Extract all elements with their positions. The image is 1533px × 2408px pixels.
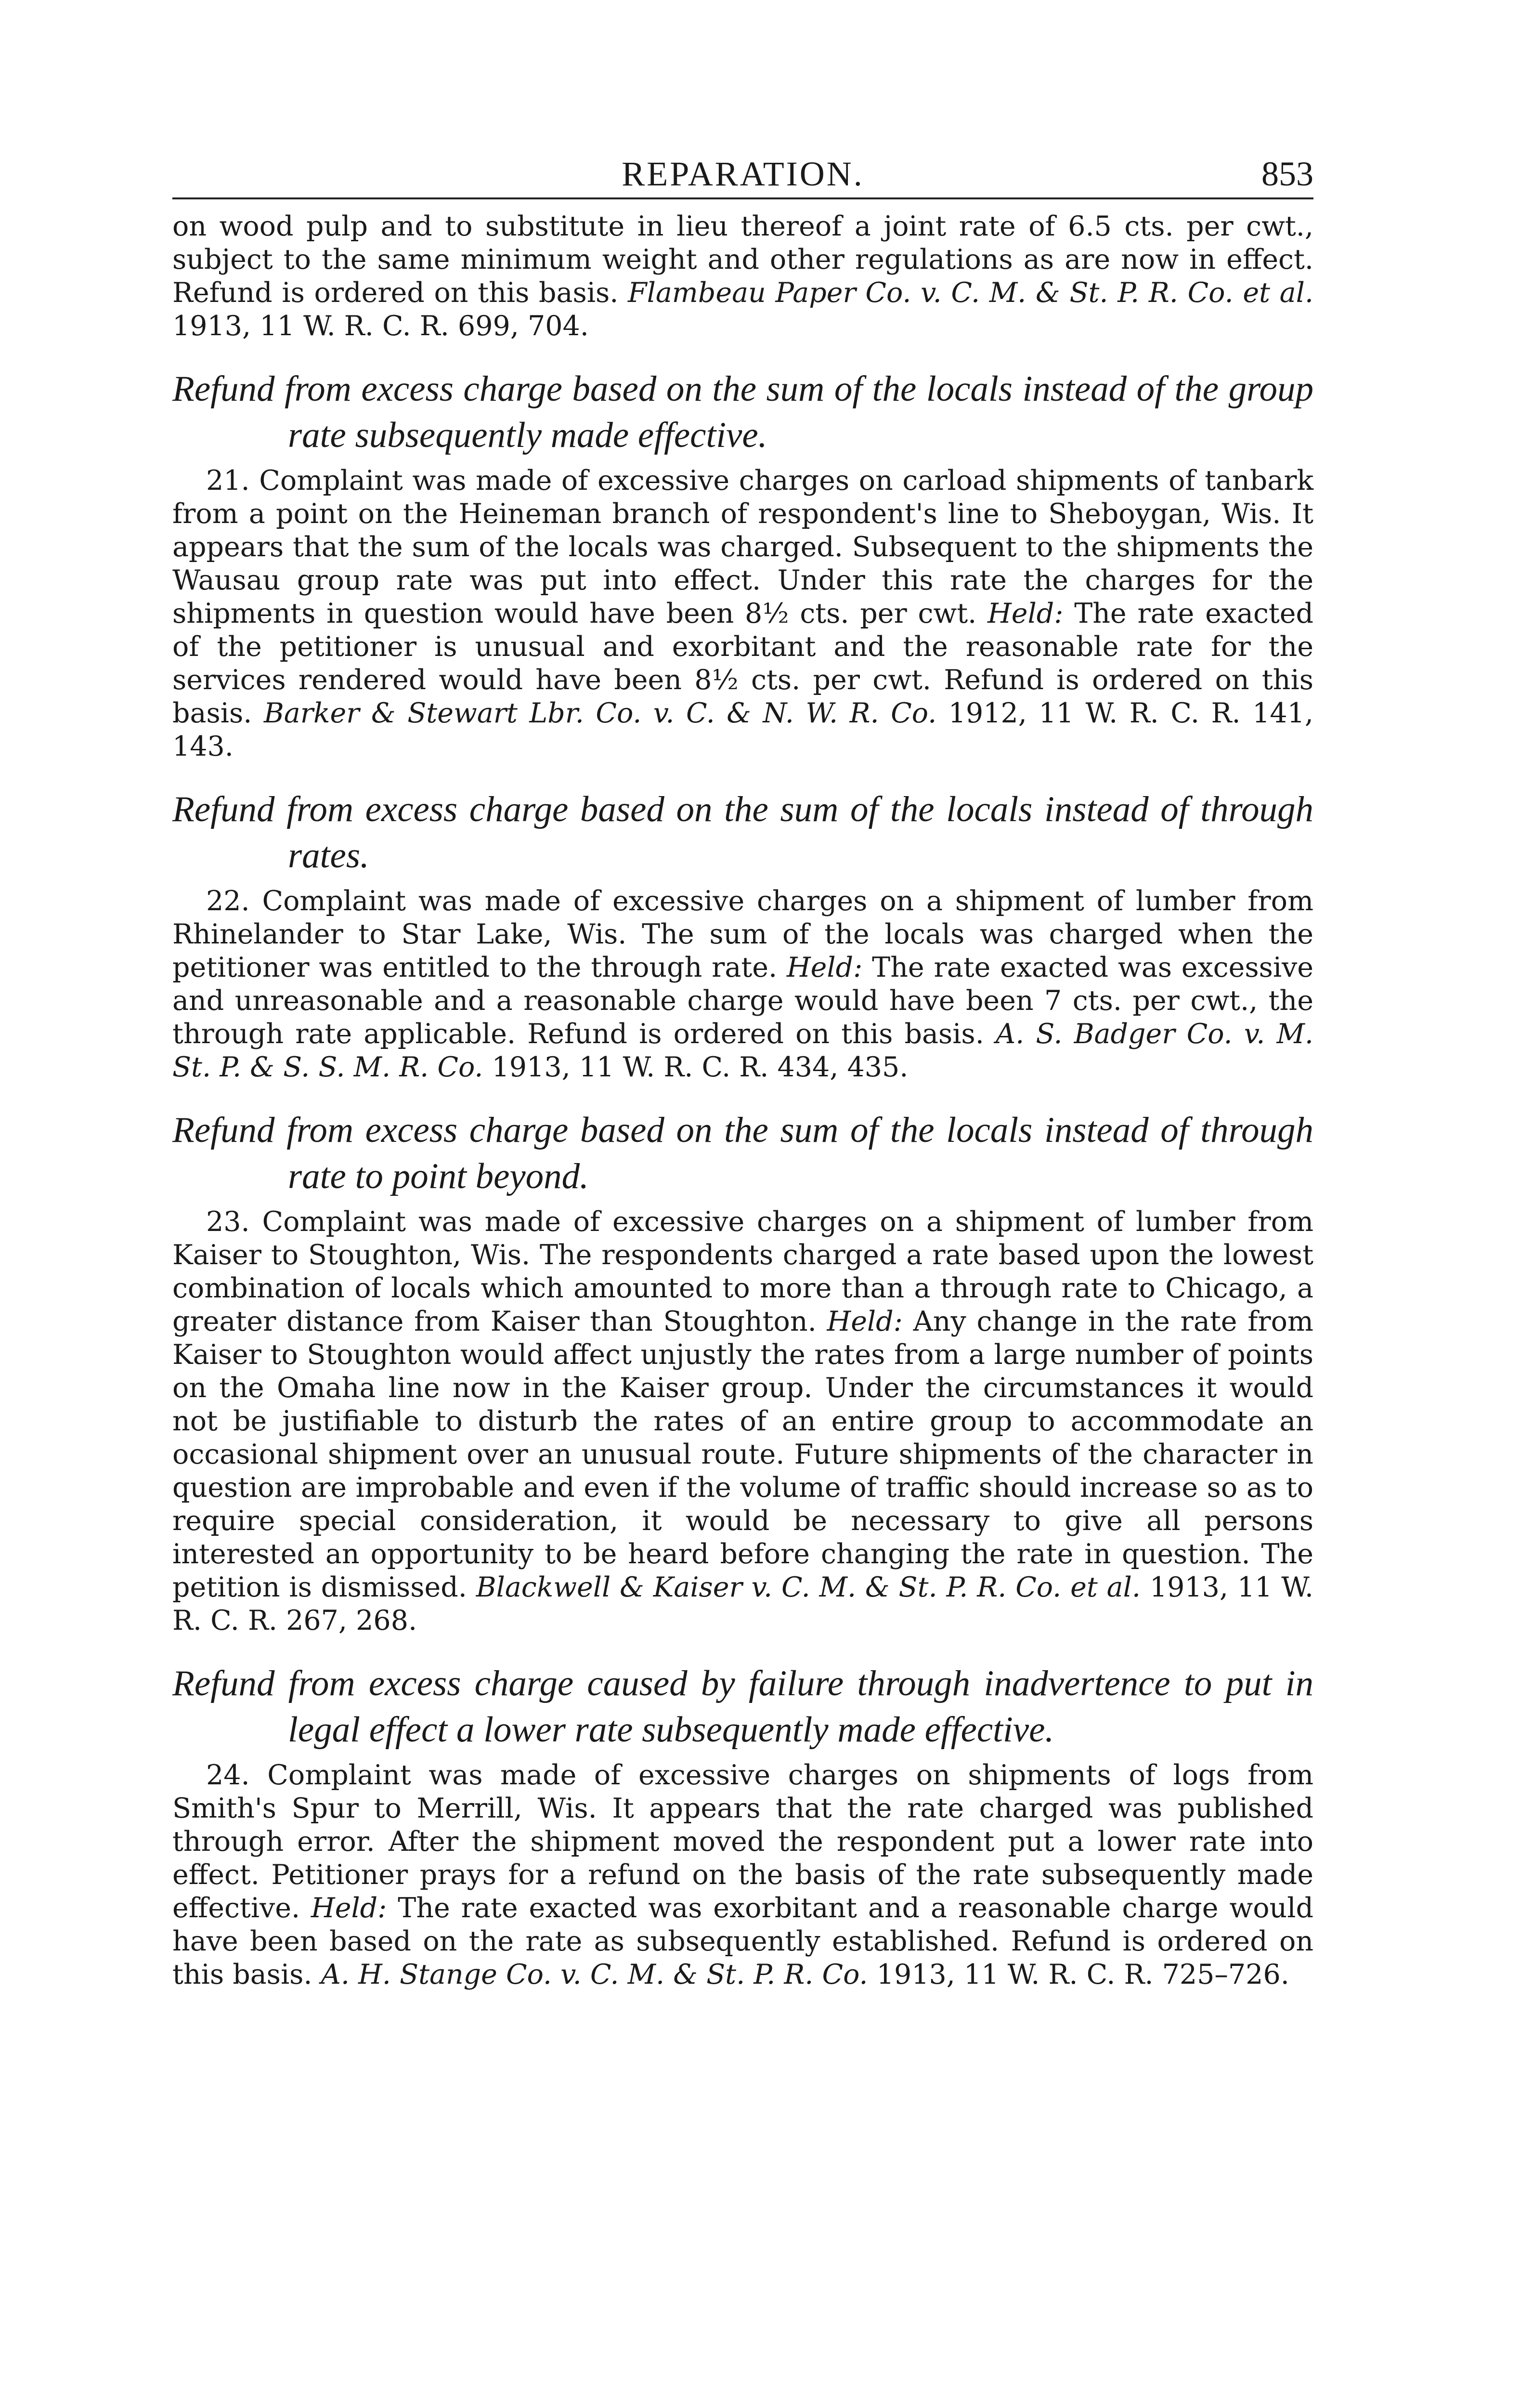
- text-run: 1913, 11 W. R. C. R. 725–726.: [868, 1959, 1289, 1990]
- text-run: on wood pulp and to substitute in lieu thereof a joint rate of 6.5 cts. per cwt., subject to the same minimum weight and other regulations as are now in effect. Refund is ordered on this basis.: [172, 210, 1313, 309]
- text-run: 21. Complaint was made of excessive charges on carload shipments of tanbark from a point on the Heineman branch of respondent's line to Sheboygan, Wis. It appears that the sum of the locals was charged. Subsequent to the shipments the Wausau group rate was put into effect. Under this rate the charges for the shipments in question would have been 8½ cts. per cwt.: [172, 465, 1313, 629]
- body-paragraph: [172, 464, 1313, 763]
- italic-text: Flambeau Paper Co. v. C. M. & St. P. R. Co. et al.: [628, 277, 1313, 309]
- header-rule: [172, 197, 1313, 199]
- italic-text: Held:: [786, 952, 863, 983]
- body-paragraph: [172, 1205, 1313, 1637]
- text-run: Any change in the rate from Kaiser to Stoughton would affect unjustly the rates from a large number of points on the Omaha line now in the Kaiser group. Under the circumstances it would not be justifiable to disturb the rates of an entire group to accommodate an occasional shipment over an unusual route. Future shipments of the character in question are improbable and even if the volume of traffic should increase so as to require special consideration, it would be necessary to give all persons interested an opportunity to be heard before changing the rate in question. The petition is dismissed.: [172, 1306, 1313, 1603]
- italic-text: Blackwell & Kaiser v. C. M. & St. P. R. Co. et al.: [476, 1571, 1141, 1603]
- italic-text: Barker & Stewart Lbr. Co. v. C. & N. W. R. Co.: [263, 697, 937, 729]
- text-run: The rate exacted of the petitioner is unusual and exorbitant and the reasonable rate for the services rendered would have been 8½ cts. per cwt. Refund is ordered on this basis.: [172, 598, 1313, 729]
- section-heading: Refund from excess charge based on the sum of the locals instead of through rate to point beyond.: [172, 1110, 1313, 1196]
- text-run: The rate exacted was exorbitant and a reasonable charge would have been based on the rate as subsequently established. Refund is ordered on this basis.: [172, 1892, 1313, 1990]
- text-run: 1912, 11 W. R. C. R. 141, 143.: [172, 697, 1313, 762]
- body-paragraph: [172, 210, 1313, 343]
- body-paragraph: [172, 1759, 1313, 1991]
- text-run: 22. Complaint was made of excessive charges on a shipment of lumber from Rhinelander to Star Lake, Wis. The sum of the locals was charged when the petitioner was entitled to the through rate.: [172, 885, 1313, 983]
- italic-text: Held:: [311, 1892, 387, 1924]
- text-run: 1913, 11 W. R. C. R. 699, 704.: [172, 310, 589, 342]
- text-run: 24. Complaint was made of excessive charges on shipments of logs from Smith's Spur to Merrill, Wis. It appears that the rate charged was published through error. After the shipment moved the respondent put a lower rate into effect. Petitioner prays for a refund on the basis of the rate subsequently made effective.: [172, 1759, 1313, 1924]
- section-heading: Refund from excess charge based on the sum of the locals instead of the group rate subsequently made effective.: [172, 369, 1313, 455]
- italic-text: A. S. Badger Co. v. M. St. P. & S. S. M. R. Co.: [172, 1018, 1313, 1083]
- running-title: REPARATION.: [622, 155, 864, 193]
- text-run: 1913, 11 W. R. C. R. 434, 435.: [483, 1051, 909, 1083]
- italic-text: Held:: [827, 1306, 903, 1337]
- document-page: [172, 144, 1313, 1991]
- section-heading: Refund from excess charge caused by failure through inadvertence to put in legal effect a lower rate subsequently made effective.: [172, 1663, 1313, 1750]
- body-content: [172, 210, 1313, 1991]
- text-run: 23. Complaint was made of excessive charges on a shipment of lumber from Kaiser to Stoughton, Wis. The respondents charged a rate based upon the lowest combination of locals which amounted to more than a through rate to Chicago, a greater distance from Kaiser than Stoughton.: [172, 1206, 1313, 1337]
- body-paragraph: [172, 885, 1313, 1084]
- section-heading: Refund from excess charge based on the sum of the locals instead of through rates.: [172, 789, 1313, 876]
- text-run: The rate exacted was excessive and unreasonable and a reasonable charge would have been 7 cts. per cwt., the through rate applicable. Refund is ordered on this basis.: [172, 952, 1313, 1050]
- italic-text: A. H. Stange Co. v. C. M. & St. P. R. Co.: [321, 1959, 868, 1990]
- page-number: 853: [1261, 155, 1313, 193]
- italic-text: Held:: [987, 598, 1064, 629]
- text-run: 1913, 11 W. R. C. R. 267, 268.: [172, 1571, 1314, 1636]
- running-header: [172, 144, 1313, 197]
